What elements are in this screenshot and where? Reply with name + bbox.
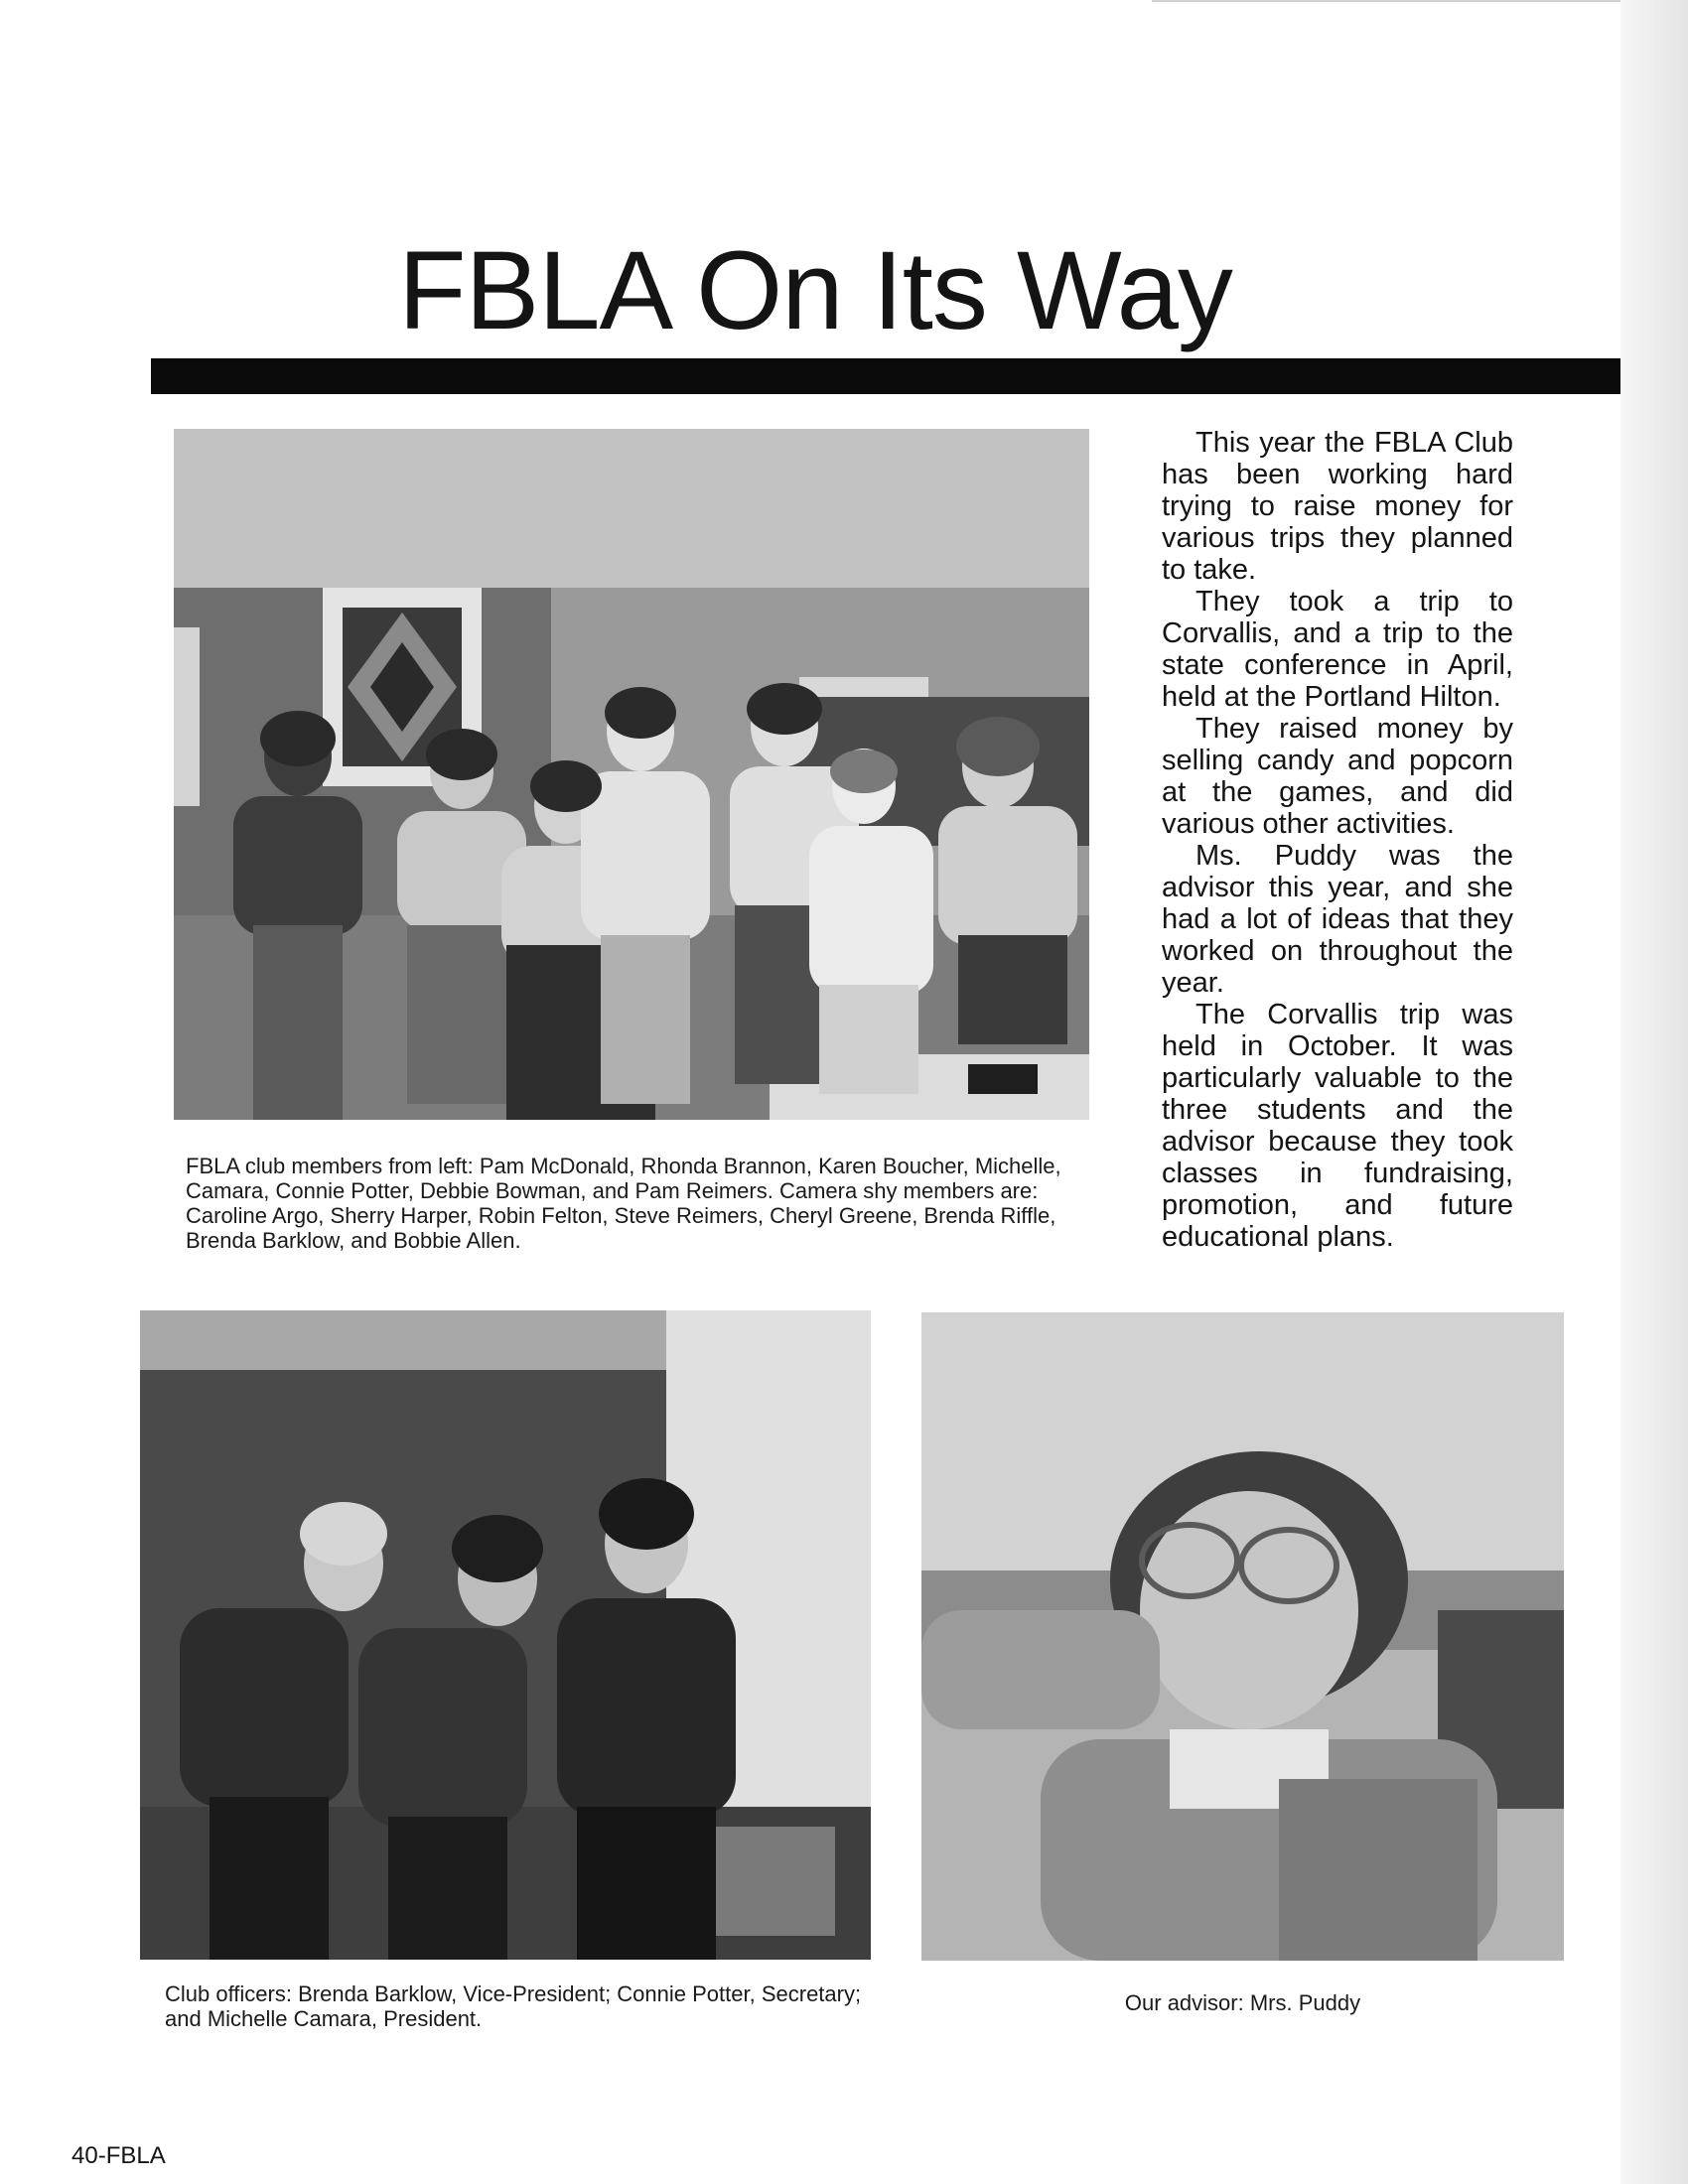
article-paragraph: Ms. Puddy was the advisor this year, and she had a lot of ideas that they worked on throughout the year. (1162, 840, 1513, 999)
article-paragraph: They took a trip to Corvallis, and a trip to the state conference in April, held at the Portland Hilton. (1162, 586, 1513, 713)
club-members-photo (174, 429, 1089, 1120)
advisor-photo (921, 1312, 1564, 1961)
article-body (1162, 427, 1513, 1253)
article-paragraph: This year the FBLA Club has been working hard trying to raise money for various trips they planned to take. (1162, 427, 1513, 586)
page-number: 40-FBLA (71, 2142, 166, 2169)
advisor-caption: Our advisor: Mrs. Puddy (1124, 1990, 1361, 2015)
club-officers-photo (140, 1310, 871, 1960)
page-title: FBLA On Its Way (398, 228, 1232, 352)
page-edge-shadow (1620, 0, 1688, 2184)
top-edge-rule (1152, 0, 1620, 2)
title-rule-bar (151, 358, 1620, 394)
article-paragraph: The Corvallis trip was held in October. It was particularly valuable to the three students and the advisor because they took classes in fundraising, promotion, and future educational plans. (1162, 999, 1513, 1253)
article-paragraph: They raised money by selling candy and popcorn at the games, and did various other activities. (1162, 713, 1513, 840)
club-officers-caption: Club officers: Brenda Barklow, Vice-President; Connie Potter, Secretary; and Michelle Camara, President. (165, 1981, 862, 2031)
club-members-caption: FBLA club members from left: Pam McDonald, Rhonda Brannon, Karen Boucher, Michelle, Camara, Connie Potter, Debbie Bowman, and Pam Reimers. Camera shy members are: Caroline Argo, Sherry Harper, Robin Felton, Steve Reimers, Cheryl Greene, Brenda Riffle, Brenda Barklow, and Bobbie Allen. (186, 1154, 1061, 1253)
